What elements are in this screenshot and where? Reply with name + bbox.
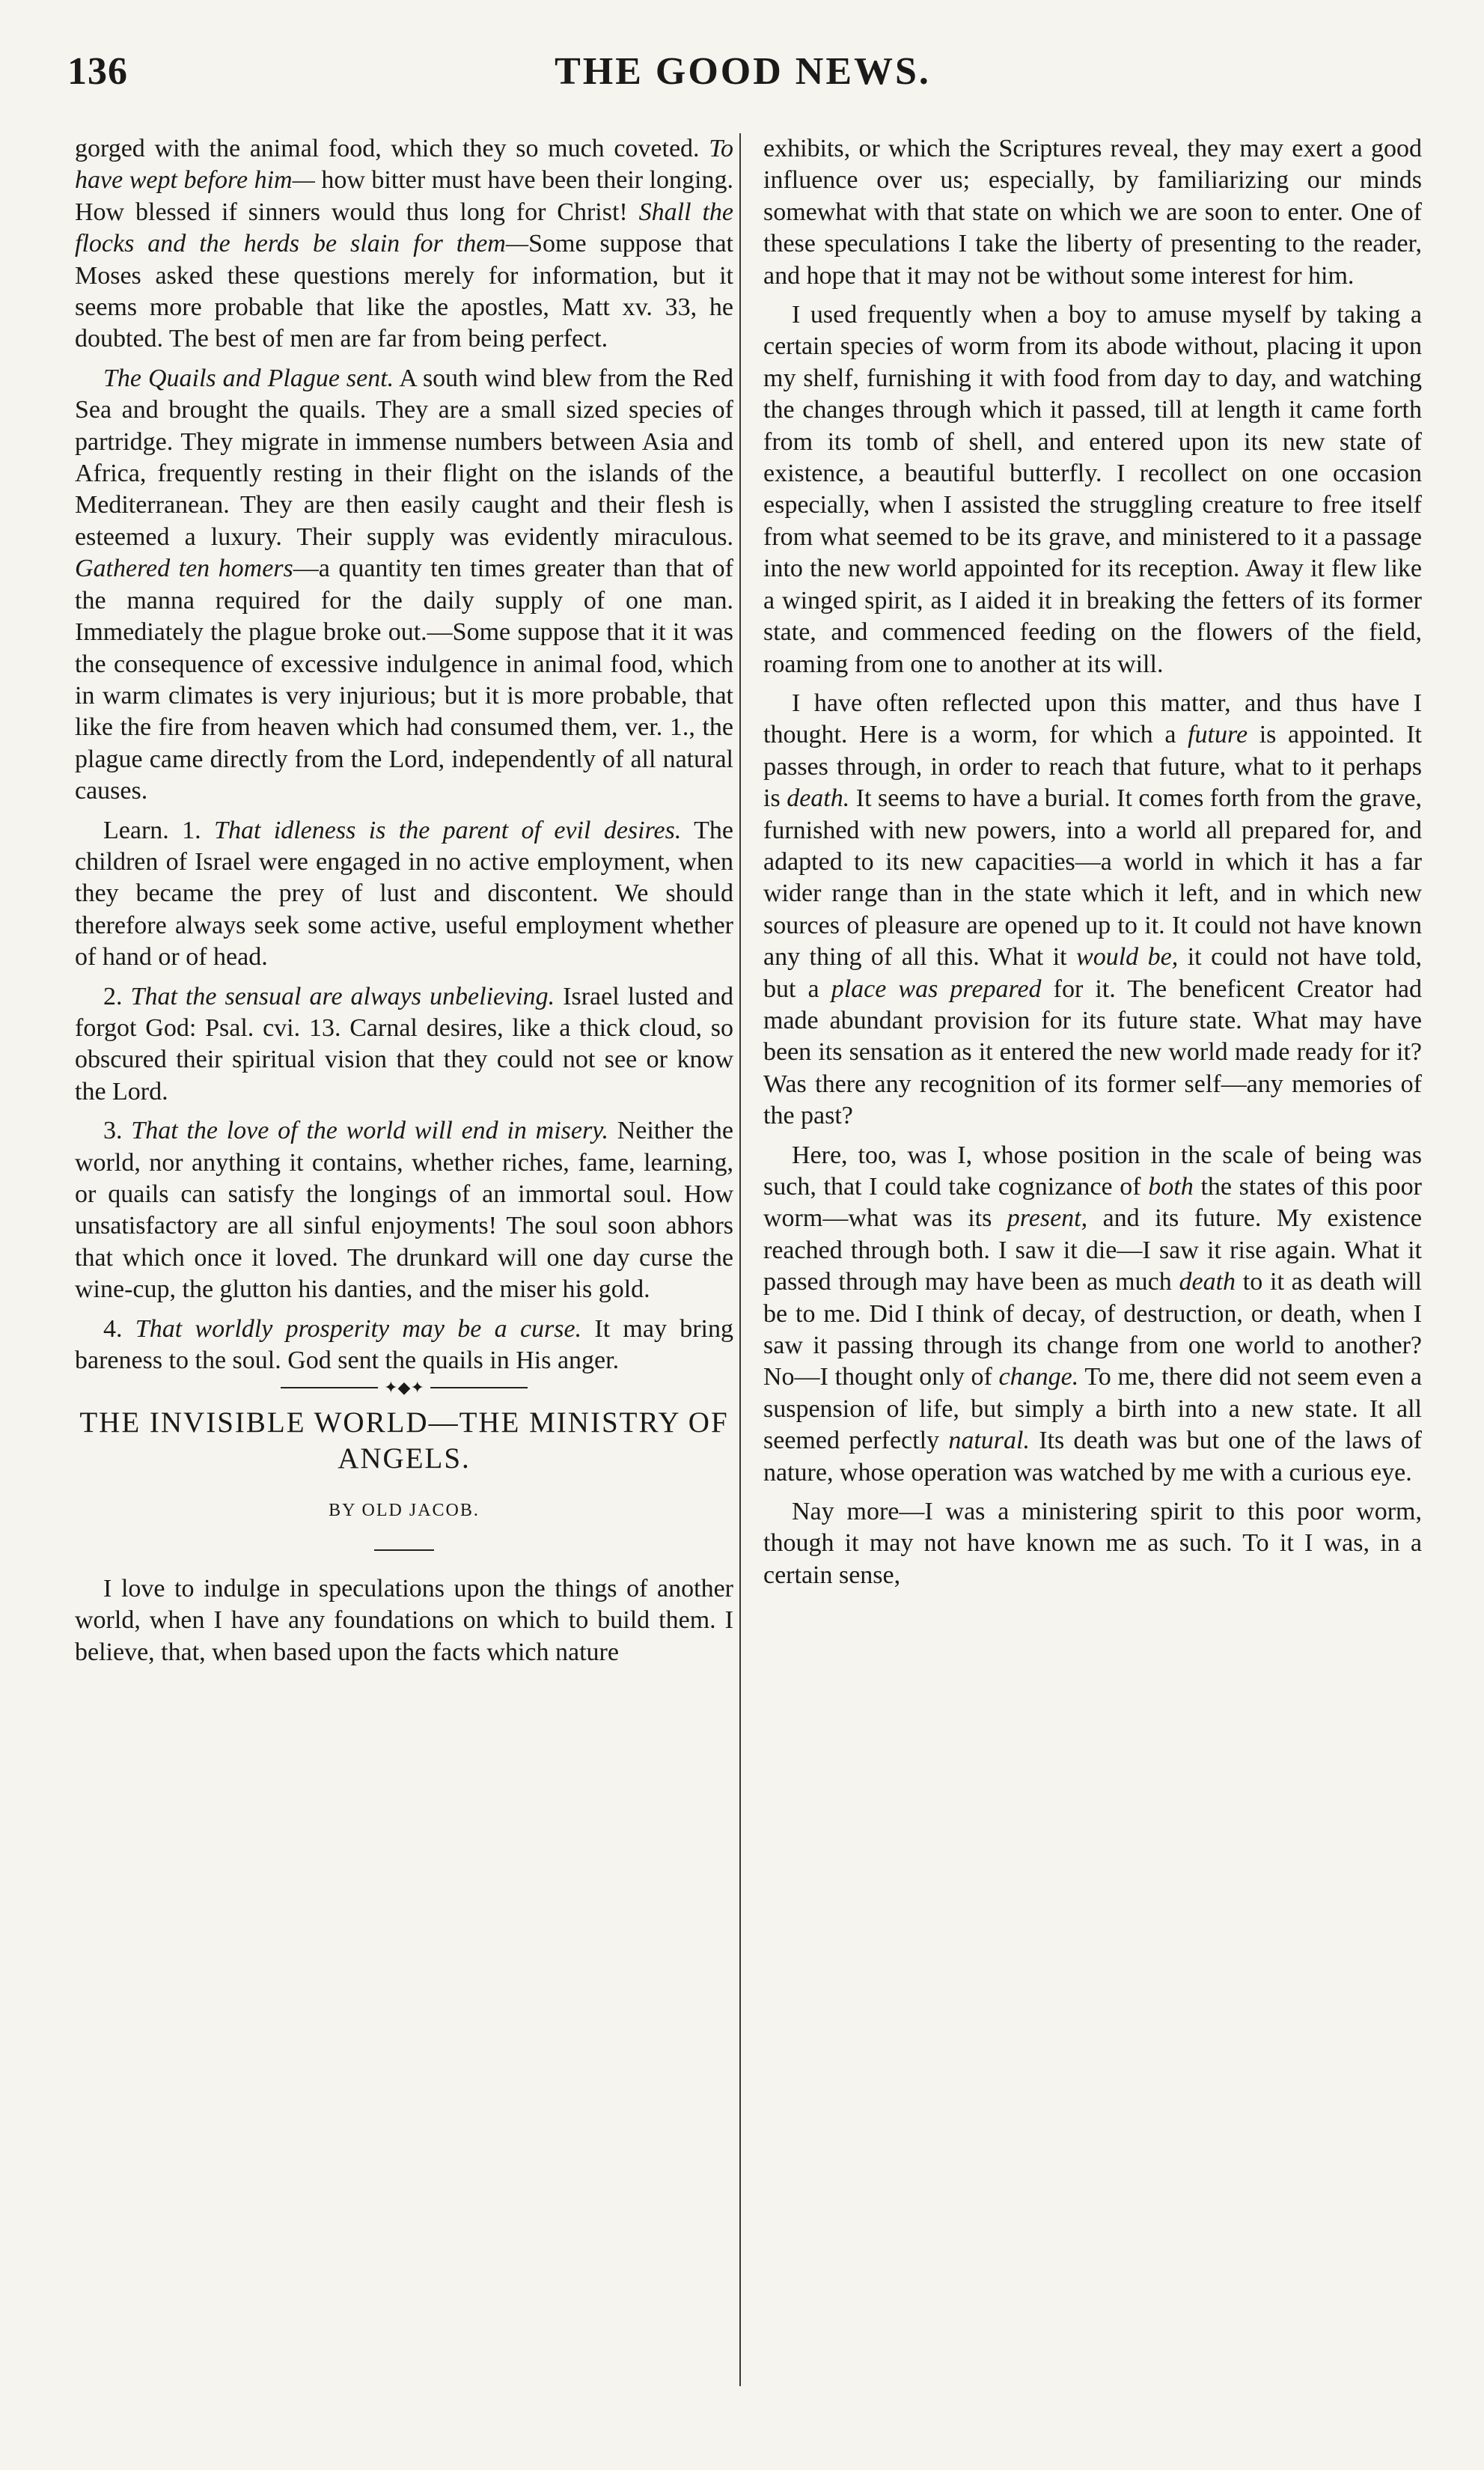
paragraph-nay-more: [763, 1496, 1422, 1591]
paragraph-learn-3: [75, 1115, 733, 1305]
paragraph-reflected: [763, 688, 1422, 1132]
italic-phrase: death: [1179, 1268, 1236, 1296]
ornament: ✦◆✦: [378, 1377, 430, 1398]
text: it could not have told, but a: [763, 943, 1422, 1003]
page-number: 136: [67, 50, 128, 93]
text: Neither the world, nor anything it contains, whether riches, fame, learning, or quails can satisfy the longings of an immortal soul. How unsatisfactory are all sinful enjoyments! The soul soon abhors that which once it loved. The drunkard will one day curse the wine-cup, the glutton his danties, and the miser his gold.: [75, 1117, 733, 1304]
italic-phrase: change.: [998, 1363, 1079, 1391]
italic-phrase: Shall the flocks and the herds be slain for them—: [75, 198, 733, 258]
text: The children of Israel were engaged in no active employment, when they became the prey of lust and discontent. We should therefore always seek some active, useful employment whether of hand or of head.: [75, 816, 733, 972]
paragraph-here-too: [763, 1140, 1422, 1489]
paragraph-learn-2: [75, 981, 733, 1109]
text: A south wind blew from the Red Sea and brought the quails. They are a small sized species of partridge. They migrate in immense numbers between Asia and Africa, frequently resting in their flight on the islands of the Mediterranean. They are then easily caught and their flesh is esteemed a luxury. Their supply was evidently miraculous.: [75, 364, 733, 551]
text: 3.: [103, 1117, 123, 1145]
paragraph-learn-1: [75, 815, 733, 974]
text: exhibits, or which the Scriptures reveal, they may exert a good influence over us; especially, by familiarizing our minds somewhat with that state on which we are soon to enter. One of these speculations I take the liberty of presenting to the reader, and hope that it may not be without some interest for him.: [763, 135, 1422, 290]
italic-phrase: present,: [1007, 1204, 1088, 1233]
text: To me, there did not seem even a suspension of life, but simply a birth into a new state. It all seemed perfectly: [763, 1363, 1422, 1455]
italic-phrase: To have wept before him—: [75, 135, 733, 195]
text: I love to indulge in speculations upon the things of another world, when I have any foundations on which to build them. I believe, that, when based upon the facts which nature: [75, 1574, 733, 1666]
text: for it. The beneficent Creator had made abundant provision for its future state. What may have been its sensation as it entered the new world made ready for it? Was there any recognition of its former self—any memories of the past?: [763, 975, 1422, 1130]
italic-phrase: would be,: [1076, 943, 1179, 972]
text: to it as death will be to me. Did I think of decay, of destruction, or death, when I saw it passing through its change from one world to another? No—I thought only of: [763, 1268, 1422, 1391]
paragraph-exhibits: [763, 133, 1422, 292]
right-column: [763, 133, 1422, 2424]
text: It may bring bareness to the soul. God sent the quails in His anger.: [75, 1314, 733, 1375]
italic-phrase: Gathered ten homers: [75, 555, 293, 583]
paragraph-learn-4: [75, 1314, 733, 1377]
paragraph-worm: [763, 299, 1422, 680]
text: gorged with the animal food, which they so much coveted.: [75, 135, 700, 162]
page-header: [60, 49, 1426, 109]
divider: [374, 1549, 434, 1551]
text: I used frequently when a boy to amuse myself by taking a certain species of worm from its abode without, placing it upon my shelf, furnishing it with food from day to day, and watching the changes through which it passed, till at length it came forth from its tomb of shell, and entered upon its new state of existence, a beautiful butterfly. I recollect on one occasion especially, when I assisted the struggling creature to free itself from what seemed to be its grave, and ministered to it a passage into the new world appointed for its reception. Away it flew like a winged spirit, as I aided it in breaking the fetters of its former state, and commenced feeding on the flowers of the field, roaming from one to another at its will.: [763, 301, 1422, 678]
text: Its death was but one of the laws of nature, whose operation was watched by me with a curious eye.: [763, 1427, 1422, 1486]
text: 4.: [103, 1314, 123, 1343]
text: Israel lusted and forgot God: Psal. cvi. 13. Carnal desires, like a thick cloud, so obscured their spiritual vision that they could not see or know the Lord.: [75, 982, 733, 1106]
italic-phrase: That idleness is the parent of evil desires.: [214, 816, 682, 844]
byline: BY OLD JACOB.: [329, 1501, 480, 1521]
text: Nay more—I was a ministering spirit to this poor worm, though it may not have known me as such. To it I was, in a certain sense,: [763, 1498, 1422, 1589]
paragraph-speculations: [75, 1573, 733, 1668]
italic-phrase: natural.: [948, 1427, 1030, 1455]
text: —a quantity ten times greater than that of the manna required for the daily supply of one man. Immediately the plague broke out.—Some suppose that it it was the consequence of excessive indulgence in animal food, which in warm climates is very injurious; but it is more probable, that like the fire from heaven which had consumed them, ver. 1., the plague came directly from the Lord, independently of all natural causes.: [75, 555, 733, 805]
italic-phrase: The Quails and Plague sent.: [103, 364, 394, 392]
paragraph-quails: [75, 363, 733, 808]
ornamental-divider: [281, 1378, 528, 1397]
article-title: THE INVISIBLE WORLD—THE MINISTRY OF ANGELS.: [79, 1406, 729, 1475]
italic-phrase: place was prepared: [831, 975, 1042, 1003]
column-divider: [739, 133, 741, 2386]
italic-phrase: death.: [787, 784, 850, 813]
text: is appointed. It passes through, in order to reach that future, what to it perhaps is: [763, 721, 1422, 813]
text: It seems to have a burial. It comes forth from the grave, furnished with new powers, into a world all prepared for, and adapted to its new capacities—a world in which it has a far wider range than in the state which it left, and in which new sources of pleasure are opened up to it. It could not have known any thing of all this. What it: [763, 784, 1422, 972]
text: I have often reflected upon this matter, and thus have I thought. Here is a worm, for which a: [763, 689, 1422, 749]
text: 2.: [103, 982, 123, 1010]
italic-phrase: both: [1148, 1173, 1194, 1201]
text: and its future. My existence reached through both. I saw it die—I saw it rise again. What it passed through may have been as much: [763, 1204, 1422, 1296]
italic-phrase: That the sensual are always unbelieving.: [130, 982, 555, 1010]
paragraph-gorged: [75, 133, 733, 356]
text: Here, too, was I, whose position in the scale of being was such, that I could take cognizance of: [763, 1141, 1422, 1201]
italic-phrase: future: [1188, 721, 1248, 749]
italic-phrase: That the love of the world will end in misery.: [131, 1117, 608, 1145]
running-title: THE GOOD NEWS.: [555, 50, 931, 93]
italic-phrase: That worldly prosperity may be a curse.: [135, 1314, 582, 1343]
text: the states of this poor worm—what was its: [763, 1173, 1422, 1233]
text: how bitter must have been their longing. How blessed if sinners would thus long for Christ!: [75, 166, 733, 226]
left-column: [75, 133, 733, 2424]
text: Some suppose that Moses asked these questions merely for information, but it seems more probable that like the apostles, Matt xv. 33, he doubted. The best of men are far from being perfect.: [75, 230, 733, 353]
text: Learn. 1.: [103, 816, 201, 844]
